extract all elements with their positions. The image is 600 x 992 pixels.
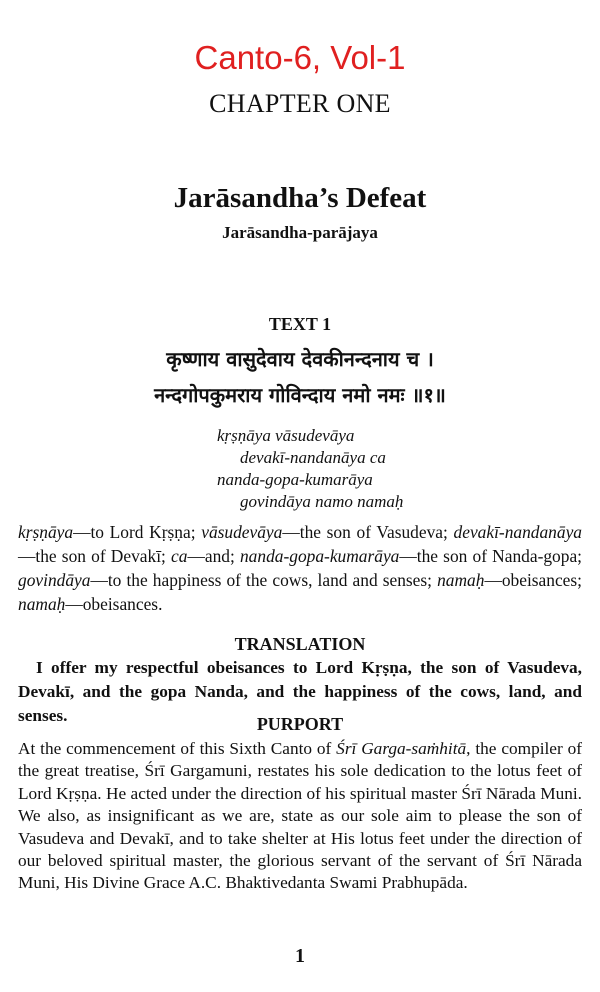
synonym-term: vāsudevāya bbox=[201, 522, 283, 542]
verse-line-4: govindāya namo namaḥ bbox=[240, 492, 404, 511]
synonym-meaning: —the son of Vasudeva; bbox=[282, 522, 454, 542]
translation-heading: TRANSLATION bbox=[234, 634, 366, 654]
book-title-reference: Śrī Garga-saṁhitā bbox=[336, 739, 467, 758]
synonym-term: devakī-nandanāya bbox=[453, 522, 582, 542]
synonym-term: kṛṣṇāya bbox=[18, 522, 74, 542]
verse-line-2: devakī-nandanāya ca bbox=[240, 448, 386, 467]
synonym-meaning: —the son of Devakī; bbox=[18, 546, 172, 566]
synonym-term: namaḥ bbox=[437, 570, 485, 590]
canto-label: Canto-6, Vol-1 bbox=[194, 39, 406, 76]
synonym-meaning: —to Lord Kṛṣṇa; bbox=[73, 522, 202, 542]
purport-text: At the commencement of this Sixth Canto of bbox=[18, 739, 337, 758]
synonym-meaning: —and; bbox=[187, 546, 240, 566]
purport-text: , the compiler of the great treatise, Śrī Gargamuni, restates his sole dedication to the lotus feet of Lord Kṛṣṇa. He acted under the direction of his spiritual master Śrī Nārada Muni. We also, as insignificant as we are, state as our sole aim to please the son of Vasudeva and Devakī, and to take shelter at His lotus feet under the direction of our beloved spiritual master, the glorious servant of the servant of Śrī Nārada Muni, His Divine Grace A.C. Bhaktivedanta Swami Prabhupāda. bbox=[18, 739, 582, 893]
chapter-heading: CHAPTER ONE bbox=[209, 89, 391, 118]
word-for-word-synonyms bbox=[18, 520, 582, 616]
purport-body bbox=[18, 738, 582, 895]
synonym-meaning: —the son of Nanda-gopa; bbox=[399, 546, 582, 566]
verse-line-1: kṛṣṇāya vāsudevāya bbox=[217, 426, 355, 445]
chapter-subtitle: Jarāsandha-parājaya bbox=[222, 223, 378, 242]
synonym-meaning: —obeisances; bbox=[484, 570, 582, 590]
synonym-term: ca bbox=[171, 546, 188, 566]
devanagari-line-1: कृष्णाय वासुदेवाय देवकीनन्दनाय च । bbox=[166, 347, 434, 371]
synonym-term: govindāya bbox=[18, 570, 91, 590]
verse-line-3: nanda-gopa-kumarāya bbox=[217, 470, 373, 489]
devanagari-line-2: नन्दगोपकुमराय गोविन्दाय नमो नमः ॥१॥ bbox=[154, 383, 446, 407]
text-number-heading: TEXT 1 bbox=[268, 314, 332, 334]
synonym-meaning: —to the happiness of the cows, land and senses; bbox=[90, 570, 438, 590]
page-number: 1 bbox=[295, 945, 305, 967]
synonym-term: nanda-gopa-kumarāya bbox=[239, 546, 400, 566]
synonym-meaning: —obeisances. bbox=[65, 594, 163, 614]
translation-body: I offer my respectful obeisances to Lord Kṛṣṇa, the son of Vasudeva, Devakī, and the gopa Nanda, and the happiness of the cows, land, and senses. bbox=[18, 658, 582, 725]
purport-heading: PURPORT bbox=[256, 714, 344, 734]
chapter-title: Jarāsandha’s Defeat bbox=[173, 182, 427, 214]
synonym-term: namaḥ bbox=[18, 594, 66, 614]
